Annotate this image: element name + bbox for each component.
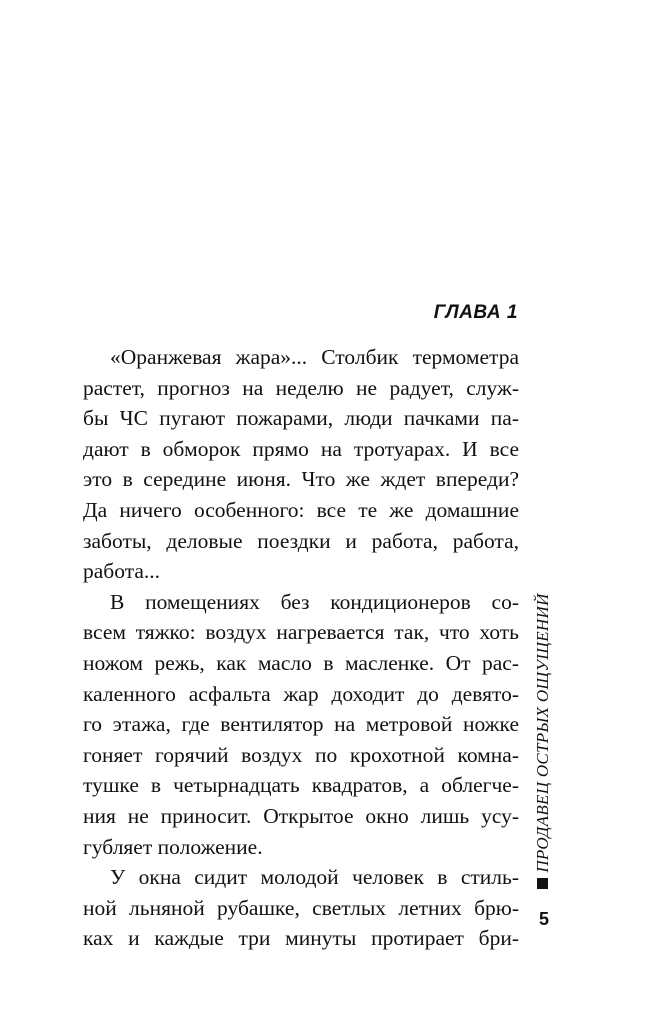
text-line: растет, прогноз на неделю не радует, служ- xyxy=(83,375,519,400)
text-line: каленного асфальта жар доходит до девято- xyxy=(83,681,519,706)
page-number: 5 xyxy=(539,909,550,929)
text-line: ножом режь, как масло в масленке. От рас- xyxy=(83,650,519,675)
text-line: «Оранжевая жара»... Столбик термометра xyxy=(110,345,519,369)
text-line: ной льняной рубашке, светлых летних брю- xyxy=(83,895,519,920)
text-line: го этажа, где вентилятор на метровой ножке xyxy=(83,712,519,737)
text-line: работа... xyxy=(83,559,161,584)
text-line: У окна сидит молодой человек в стиль- xyxy=(110,865,519,890)
text-line: бы ЧС пугают пожарами, люди пачками па- xyxy=(83,406,519,431)
text-line: всем тяжко: воздух нагревается так, что хоть xyxy=(83,620,519,645)
text-line: Да ничего особенного: все те же домашние xyxy=(83,497,519,522)
square-marker-icon xyxy=(537,878,548,889)
running-head: ПРОДАВЕЦ ОСТРЫХ ОЩУЩЕНИЙ xyxy=(533,592,552,873)
body-text xyxy=(83,342,519,954)
text-line: тушке в четырнадцать квадратов, а облегче- xyxy=(83,773,519,798)
chapter-title: ГЛАВА 1 xyxy=(433,302,518,323)
text-line: дают в обморок прямо на тротуарах. И все xyxy=(83,436,519,461)
text-line: В помещениях без кондиционеров со- xyxy=(110,589,519,614)
text-line: гоняет горячий воздух по крохотной комна- xyxy=(83,742,519,767)
text-line: губляет положение. xyxy=(83,834,263,859)
text-line: ния не приносит. Открытое окно лишь усу- xyxy=(83,803,519,828)
text-line: это в середине июня. Что же ждет впереди? xyxy=(83,467,519,492)
text-line: ках и каждые три минуты протирает бри- xyxy=(83,926,519,951)
text-line: заботы, деловые поездки и работа, работа, xyxy=(83,528,519,553)
running-head-column xyxy=(527,570,559,895)
